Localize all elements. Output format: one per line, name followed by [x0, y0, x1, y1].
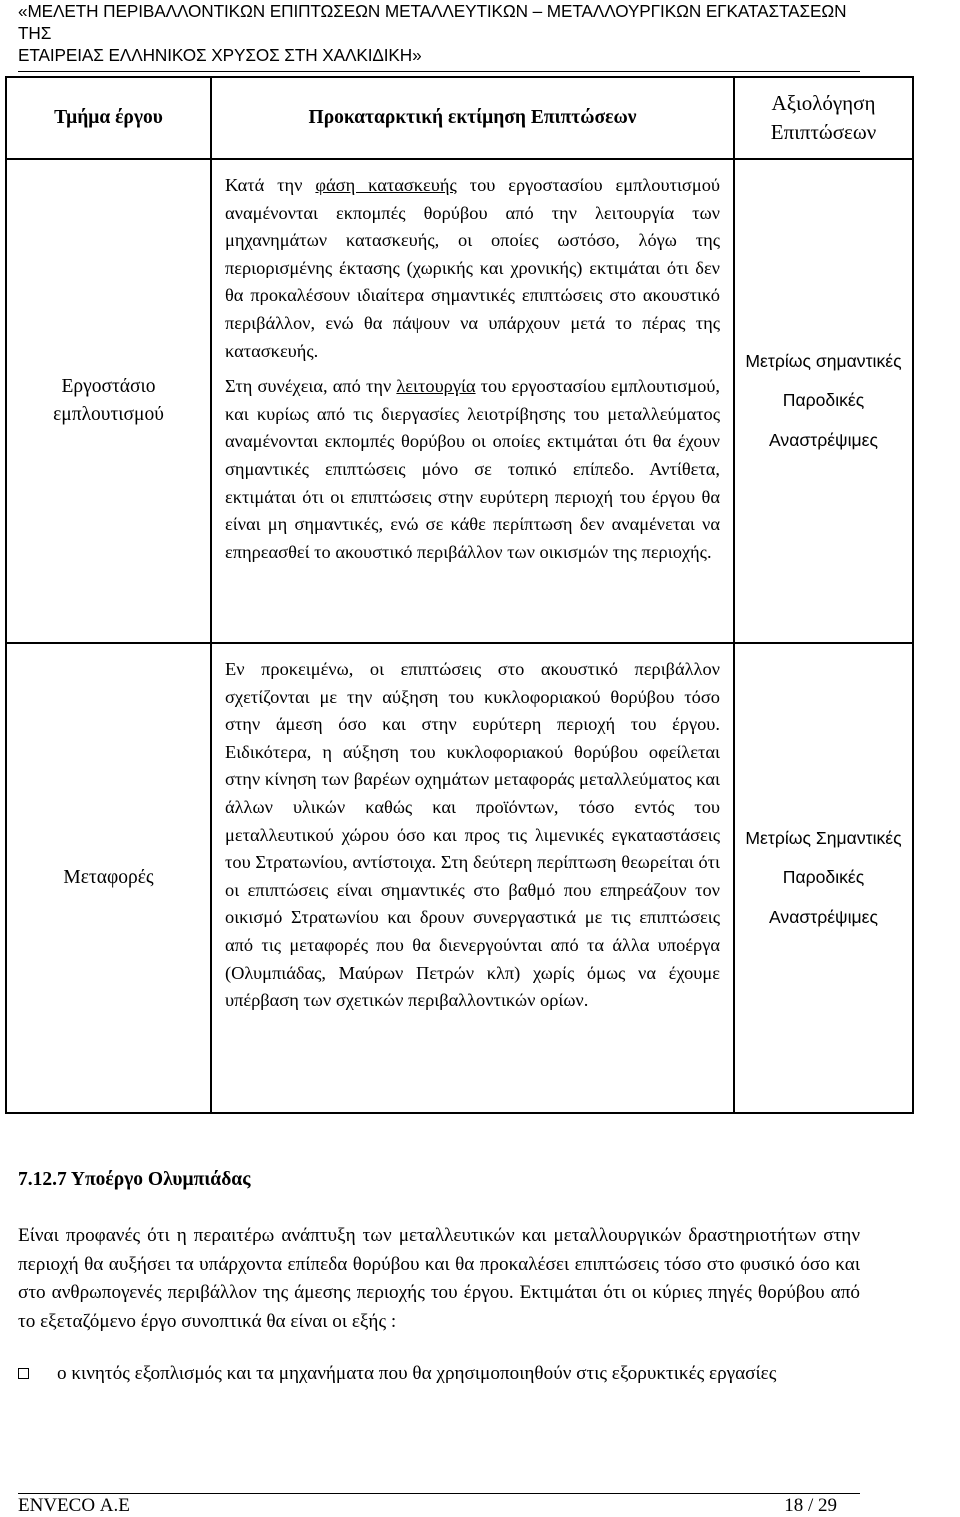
assessment-significance: Μετρίως σημαντικές	[745, 350, 902, 371]
header-preliminary: Προκαταρκτική εκτίμηση Επιπτώσεων	[211, 77, 734, 159]
header-assessment-line-2: Επιπτώσεων	[770, 120, 877, 144]
section-heading: 7.12.7 Υποέργο Ολυμπιάδας	[18, 1169, 251, 1190]
list-item-text: ο κινητός εξοπλισμός και τα μηχανήματα που θα χρησιμοποιηθούν στις εξορυκτικές εργασίες	[57, 1363, 777, 1384]
page-number: 18 / 29	[784, 1495, 837, 1516]
part-cell	[6, 643, 211, 1113]
description-cell	[211, 159, 734, 643]
description-paragraph	[225, 172, 720, 365]
assessment-duration: Παροδικές	[782, 390, 865, 411]
underlined-phrase: φάση κατασκευής	[315, 175, 457, 195]
assessment-reversibility: Αναστρέψιμες	[769, 429, 878, 450]
text-run: Στη συνέχεια, από την	[225, 376, 397, 397]
description-cell	[211, 643, 734, 1113]
assessment-duration: Παροδικές	[782, 867, 865, 888]
page-header	[18, 0, 860, 72]
table-row	[6, 159, 913, 643]
impact-table	[5, 76, 914, 1114]
header-assessment-line-1: Αξιολόγηση	[771, 91, 876, 115]
body-paragraph: Είναι προφανές ότι η περαιτέρω ανάπτυξη των μεταλλευτικών και μεταλλουργικών δραστηριοτήτων στην περιοχή θα αυξήσει τα υπάρχοντα επίπεδα θορύβου και θα προκαλέσει επιπτώσεις τόσο στο φυσικό όσο και στο ανθρωπογενές περιβάλλον της άμεσης περιοχής του έργου. Εκτιμάται ότι οι κύριες πηγές θορύβου από το εξεταζόμενο έργο συνοπτικά θα είναι οι εξής :	[18, 1225, 860, 1332]
assessment-cell	[734, 159, 913, 643]
part-cell	[6, 159, 211, 643]
description-paragraph: Εν προκειμένω, οι επιπτώσεις στο ακουστικό περιβάλλον σχετίζονται με την αύξηση του κυκλοφοριακού θορύβου τόσο στην άμεση όσο και στην ευρύτερη περιοχή του έργου. Ειδικότερα, η αύξηση του κυκλοφοριακού θορύβου οφείλεται στην κίνηση των βαρέων οχημάτων μεταφοράς μεταλλεύματος και άλλων υλικών καθώς και προϊόντων, τόσο εντός του μεταλλευτικού χώρου όσο και προς τις λιμενικές εγκαταστάσεις του Στρατωνίου, αντίστοιχα. Στη δεύτερη περίπτωση θεωρείται ότι οι επιπτώσεις είναι σημαντικές στο βαθμό που επηρεάζουν τον οικισμό Στρατωνίου και δρουν συνεργαστικά με τις επιπτώσεις από τις μεταφορές που θα διενεργούνται από τα άλλα υποέργα (Ολυμπιάδας, Μαύρων Πετρών κλπ) χωρίς όμως να έχουμε υπέρβαση των σχετικών περιβαλλοντικών ορίων.	[225, 659, 720, 1011]
table-row	[6, 643, 913, 1113]
table-header-row	[6, 77, 913, 159]
list-item	[18, 1360, 860, 1389]
text-run: του εργοστασίου εμπλουτισμού αναμένονται εκπομπές θορύβου από την λειτουργία των μηχανημάτων κατασκευής, οι οποίες ωστόσο, λόγω της περιορισμένης έκτασης (χωρικής και χρονικής) εκτιμάται ότι δεν θα προκαλέσουν ιδιαίτερα σημαντικές επιπτώσεις στο ακουστικό περιβάλλον, ενώ θα πάψουν να υπάρχουν μετά το πέρας της κατασκευής.	[225, 175, 721, 361]
header-title-line-1: «ΜΕΛΕΤΗ ΠΕΡΙΒΑΛΛΟΝΤΙΚΩΝ ΕΠΙΠΤΩΣΕΩΝ ΜΕΤΑΛΛΕΥΤΙΚΩΝ – ΜΕΤΑΛΛΟΥΡΓΙΚΩΝ ΕΓΚΑΤΑΣΤΑΣΕΩΝ ΤΗΣ	[18, 1, 847, 43]
header-title-line-2: ΕΤΑΙΡΕΙΑΣ ΕΛΛΗΝΙΚΟΣ ΧΡΥΣΟΣ ΣΤΗ ΧΑΛΚΙΔΙΚΗ»	[18, 45, 422, 65]
header-assessment	[734, 77, 913, 159]
assessment-significance: Μετρίως Σημαντικές	[745, 827, 902, 848]
text-run: του εργοστασίου εμπλουτισμού, και κυρίως από τις διεργασίες λειοτρίβησης του μεταλλεύματος αναμένονται εκπομπές θορύβου οι οποίες εκτιμάται ότι θα έχουν σημαντικές επιπτώσεις μόνο σε τοπικό επίπεδο. Αντίθετα, εκτιμάται ότι οι επιπτώσεις στην ευρύτερη περιοχή του έργου θα είναι μη σημαντικές, ενώ σε κάθε περίπτωση δεν αναμένεται να επηρεασθεί το ακουστικό περιβάλλον των οικισμών της περιοχής.	[225, 376, 720, 562]
part-line-2: εμπλουτισμού	[53, 404, 164, 425]
footer-company: ENVECO Α.Ε	[18, 1495, 130, 1516]
header-part: Τμήμα έργου	[6, 77, 211, 159]
page-footer	[18, 1493, 860, 1516]
checkbox-bullet-icon	[18, 1368, 29, 1379]
description-paragraph	[225, 373, 720, 566]
assessment-reversibility: Αναστρέψιμες	[769, 906, 878, 927]
underlined-phrase: λειτουργία	[396, 376, 476, 397]
assessment-cell	[734, 643, 913, 1113]
text-run: Κατά την	[225, 175, 316, 195]
part-line-1: Εργοστάσιο	[61, 376, 156, 397]
part-line-1: Μεταφορές	[63, 867, 154, 888]
